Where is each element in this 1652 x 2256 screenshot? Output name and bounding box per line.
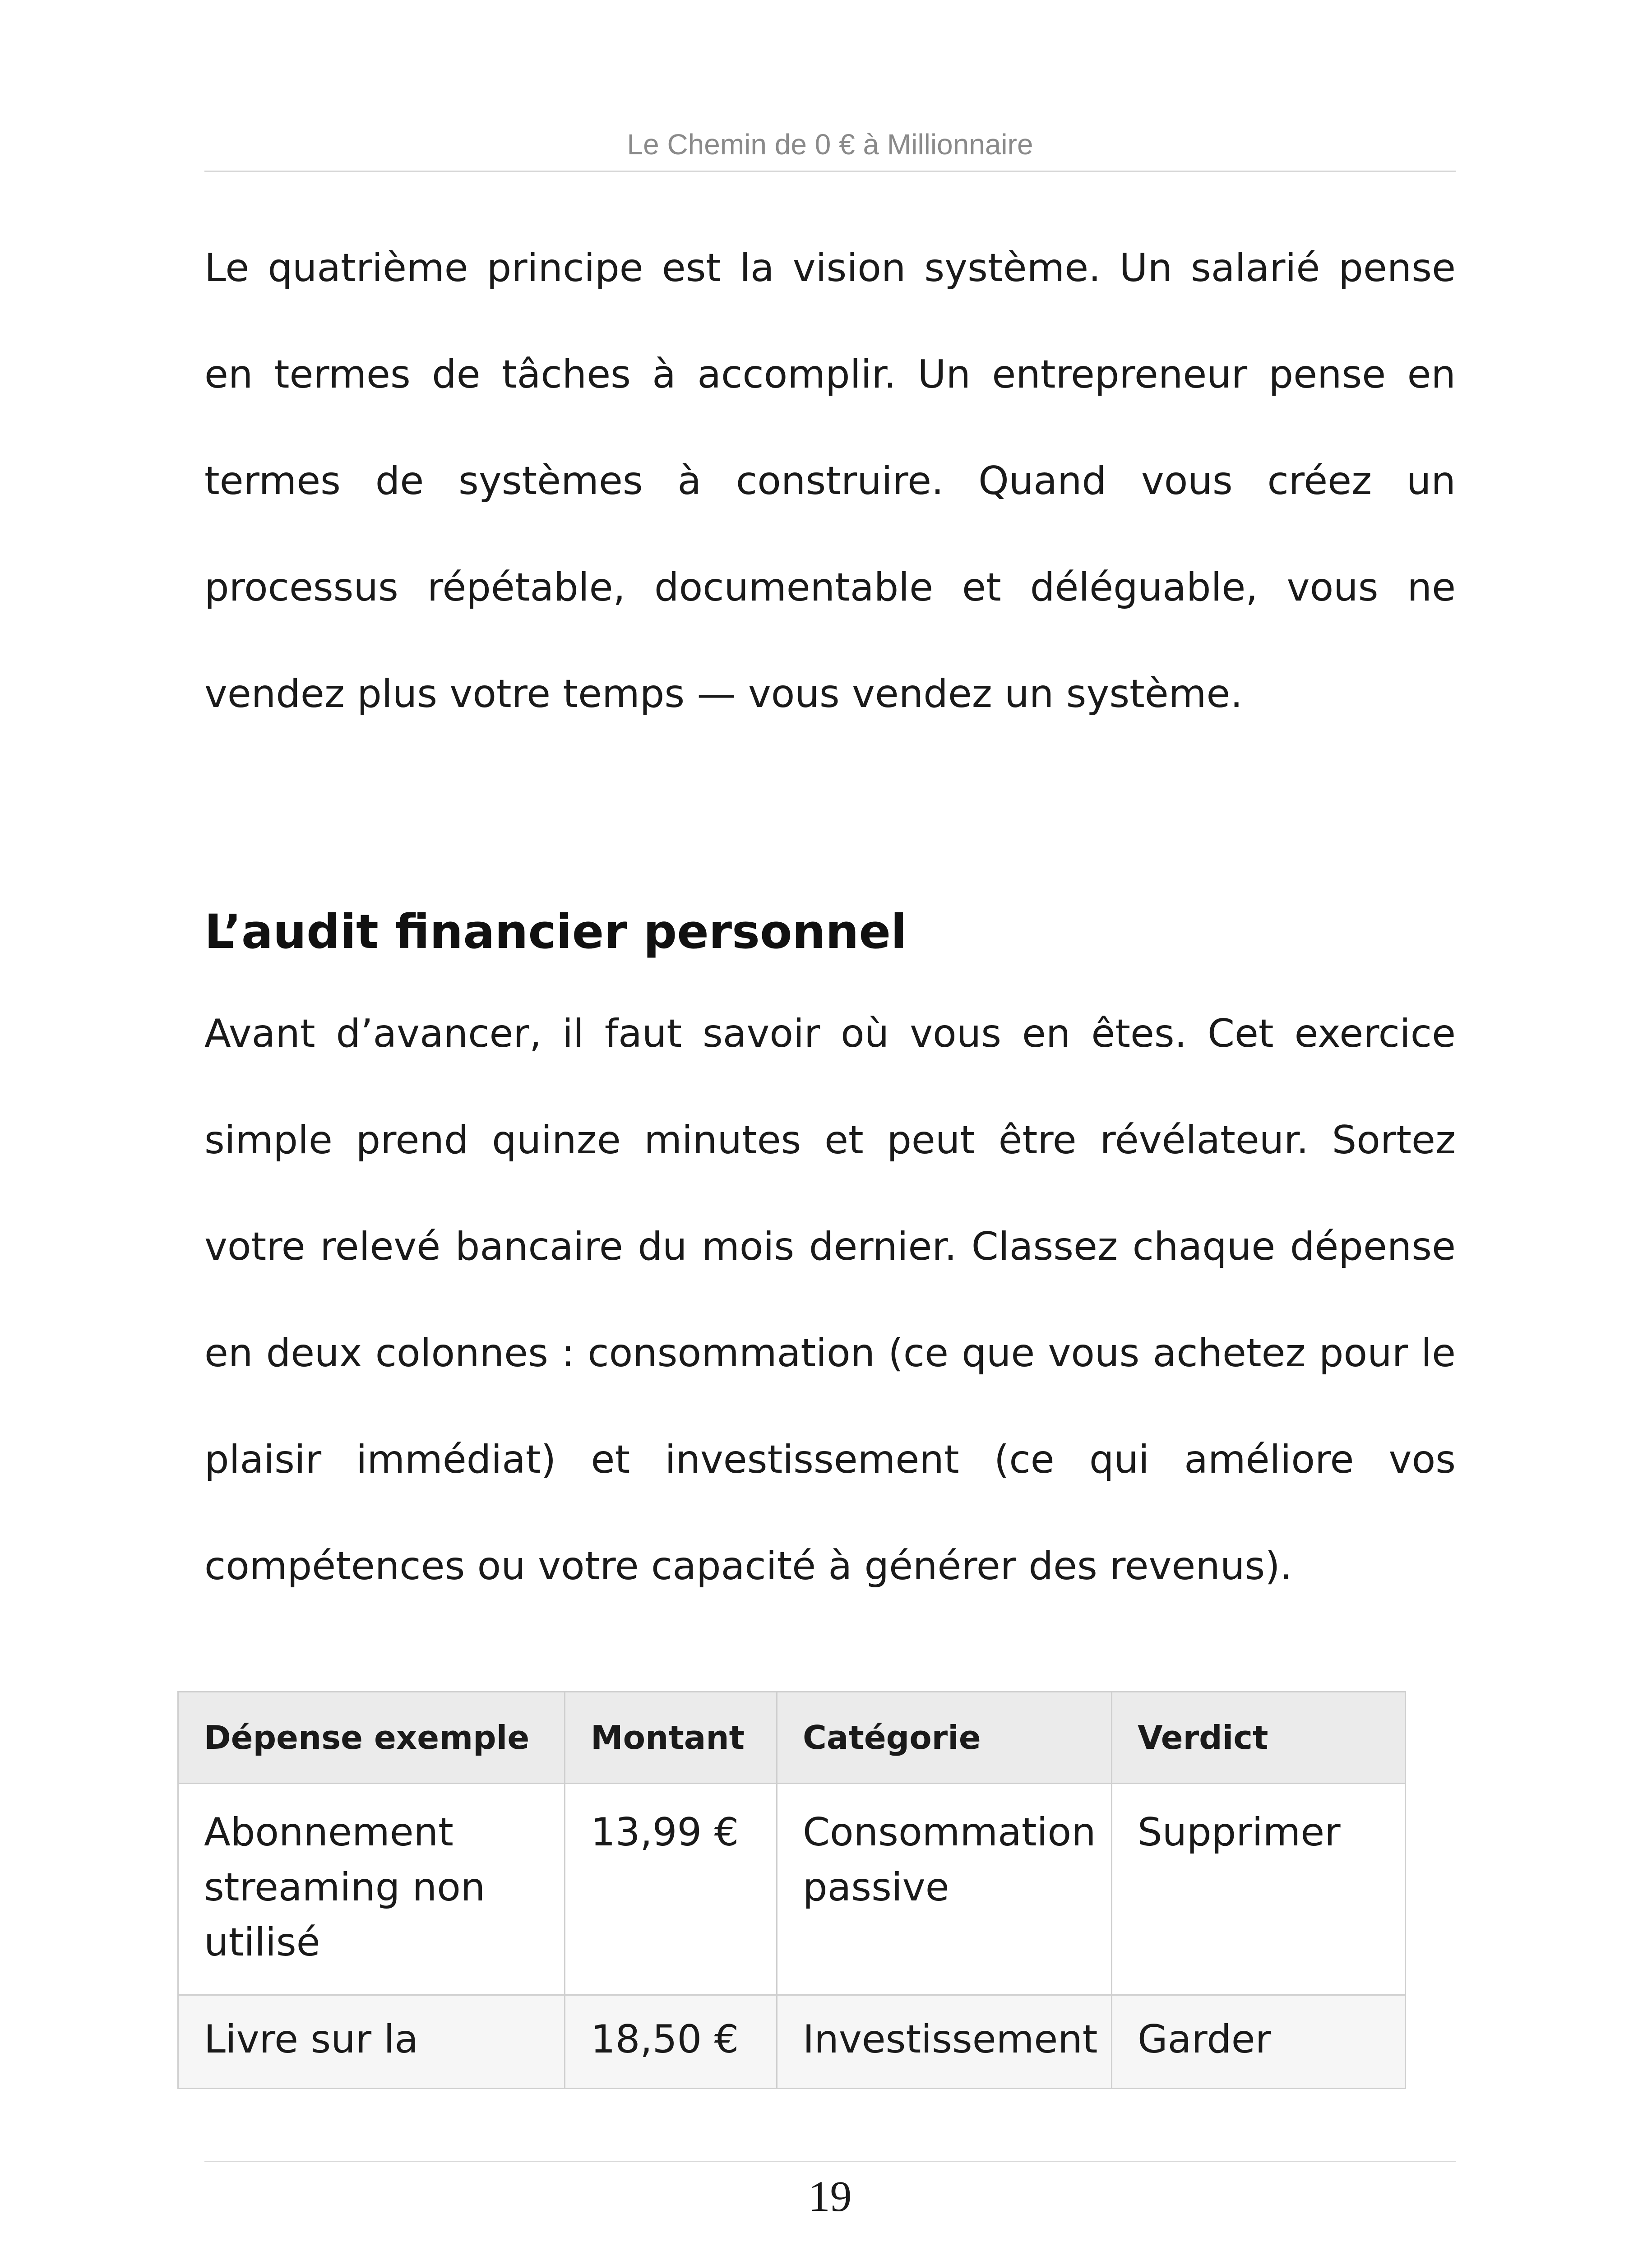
table-row (178, 1784, 1406, 1995)
expense-table-container (177, 1691, 1405, 2089)
column-header-amount: Montant (565, 1692, 777, 1784)
header-divider (204, 171, 1456, 172)
cell-amount: 18,50 € (565, 1995, 777, 2089)
cell-category: Investissement (777, 1995, 1112, 2089)
cell-amount: 13,99 € (565, 1784, 777, 1995)
body-paragraph-2: Avant d’avancer, il faut savoir où vous en êtes. Cet exercice simple prend quinze minutes et peut être révélateur. Sortez votre relevé bancaire du mois dernier. Classez chaque dépense en deux colonnes : consommation (ce que vous achetez pour le plaisir immédiat) et investissement (ce qui améliore vos compétences ou votre capacité à générer des revenus). (204, 1011, 1456, 1589)
footer-divider (204, 2161, 1456, 2162)
running-header-title: Le Chemin de 0 € à Millionnaire (627, 128, 1033, 161)
table-row (178, 1995, 1406, 2089)
cell-expense: Abonnement streaming non utilisé (178, 1784, 565, 1995)
body-paragraph-1: Le quatrième principe est la vision système. Un salarié pense en termes de tâches à accomplir. Un entrepreneur pense en termes de systèmes à construire. Quand vous créez un processus répétable, documentable et déléguable, vous ne vendez plus votre temps — vous vendez un système. (204, 245, 1456, 717)
cell-expense: Livre sur la (178, 1995, 565, 2089)
column-header-verdict: Verdict (1112, 1692, 1406, 1784)
cell-category: Consommation passive (777, 1784, 1112, 1995)
section-heading: L’audit financier personnel (204, 904, 907, 959)
column-header-expense: Dépense exemple (178, 1692, 565, 1784)
cell-verdict: Garder (1112, 1995, 1406, 2089)
page-number: 19 (808, 2172, 852, 2220)
expense-table (177, 1691, 1406, 2089)
table-header-row (178, 1692, 1406, 1784)
cell-verdict: Supprimer (1112, 1784, 1406, 1995)
column-header-category: Catégorie (777, 1692, 1112, 1784)
